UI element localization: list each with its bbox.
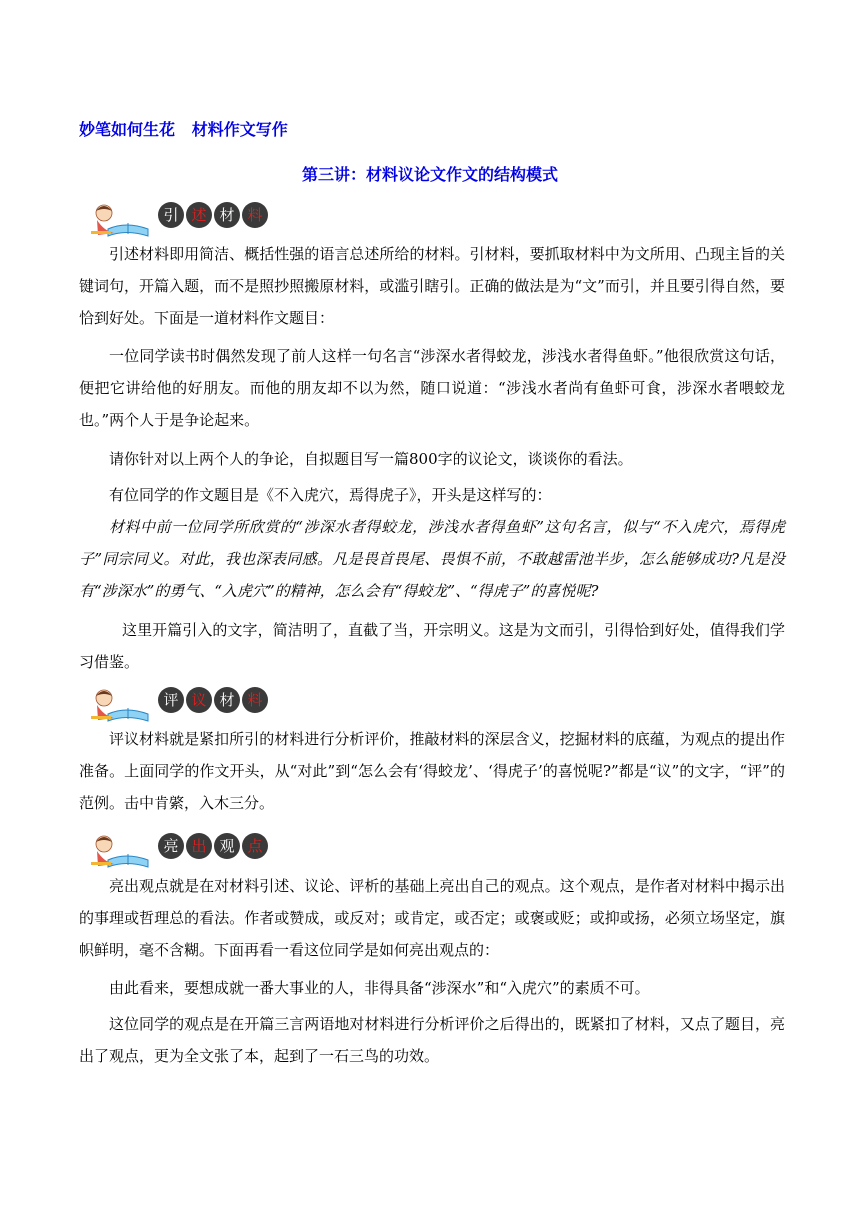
paragraph-evaluate-definition: 评议材料就是紧扣所引的材料进行分析评价，推敲材料的深层含义，挖掘材料的底蕴，为观点的提出作准备。上面同学的作文开头，从“对此”到“怎么会有‘得蛟龙’、‘得虎子’的喜悦呢?”都是“议”的文字，“评”的范例。击中肯綮，入木三分。: [79, 730, 785, 812]
section-heading-evaluate-material: [88, 684, 288, 724]
heading-char-badge: 引: [158, 202, 184, 228]
heading-char-badge: 亮: [158, 833, 184, 859]
series-title: 妙笔如何生花 材料作文写作: [79, 120, 288, 139]
heading-char-badge-highlight: 料: [242, 202, 268, 228]
paragraph-student-viewpoint: 由此看来，要想成就一番大事业的人，非得具备“涉深水”和“入虎穴”的素质不可。: [109, 979, 650, 997]
paragraph-student-excerpt: 材料中前一位同学所欣赏的“涉深水者得蛟龙，涉浅水者得鱼虾”这句名言，似与“不入虎穴，焉得虎子”同宗同义。对此，我也深表同感。凡是畏首畏尾、畏惧不前，不敢越雷池半步，怎么能够成功?凡是没有“涉深水”的勇气、“入虎穴”的精神，怎么会有“得蛟龙”、“得虎子”的喜悦呢?: [79, 518, 785, 600]
lecture-title: 第三讲：材料议论文作文的结构模式: [301, 165, 558, 184]
heading-char-badge: 评: [158, 687, 184, 713]
reading-child-icon: [88, 684, 156, 724]
heading-char-badge: 材: [214, 202, 240, 228]
paragraph-student-title: 有位同学的作文题目是《不入虎穴，焉得虎子》，开头是这样写的：: [109, 486, 552, 504]
heading-char-badge-highlight: 出: [186, 833, 212, 859]
paragraph-intro-definition: 引述材料即用简洁、概括性强的语言总述所给的材料。引材料，要抓取材料中为文所用、凸现主旨的关键词句，开篇入题，而不是照抄照搬原材料，或滥引瞎引。正确的做法是为“文”而引，并且要引得自然，要恰到好处。下面是一道材料作文题目：: [79, 245, 785, 327]
heading-char-badge: 材: [214, 687, 240, 713]
heading-char-badge-highlight: 述: [186, 202, 212, 228]
paragraph-prompt-story: 一位同学读书时偶然发现了前人这样一句名言“涉深水者得蛟龙，涉浅水者得鱼虾。”他很欣赏这句话，便把它讲给他的好朋友。而他的朋友却不以为然，随口说道：“涉浅水者尚有鱼虾可食，涉深水者喂蛟龙也。”两个人于是争论起来。: [79, 347, 785, 429]
paragraph-comment-1: 这里开篇引入的文字，简洁明了，直截了当，开宗明义。这是为文而引，引得恰到好处，值得我们学习借鉴。: [79, 621, 785, 671]
section-heading-quote-material: [88, 199, 288, 239]
heading-char-badge-highlight: 料: [242, 687, 268, 713]
heading-char-badge: 观: [214, 833, 240, 859]
section-heading-state-viewpoint: [88, 830, 288, 870]
paragraph-comment-2: 这位同学的观点是在开篇三言两语地对材料进行分析评价之后得出的，既紧扣了材料，又点了题目，亮出了观点，更为全文张了本，起到了一石三鸟的功效。: [79, 1015, 785, 1065]
paragraph-viewpoint-definition: 亮出观点就是在对材料引述、议论、评析的基础上亮出自己的观点。这个观点，是作者对材料中揭示出的事理或哲理总的看法。作者或赞成，或反对；或肯定，或否定；或褒或贬；或抑或扬，必须立场坚定，旗帜鲜明，毫不含糊。下面再看一看这位同学是如何亮出观点的：: [79, 877, 785, 959]
reading-child-icon: [88, 830, 156, 870]
heading-char-badge-highlight: 点: [242, 833, 268, 859]
heading-char-badge-highlight: 议: [186, 687, 212, 713]
paragraph-prompt-task: 请你针对以上两个人的争论，自拟题目写一篇800字的议论文，谈谈你的看法。: [109, 450, 633, 468]
reading-child-icon: [88, 199, 156, 239]
